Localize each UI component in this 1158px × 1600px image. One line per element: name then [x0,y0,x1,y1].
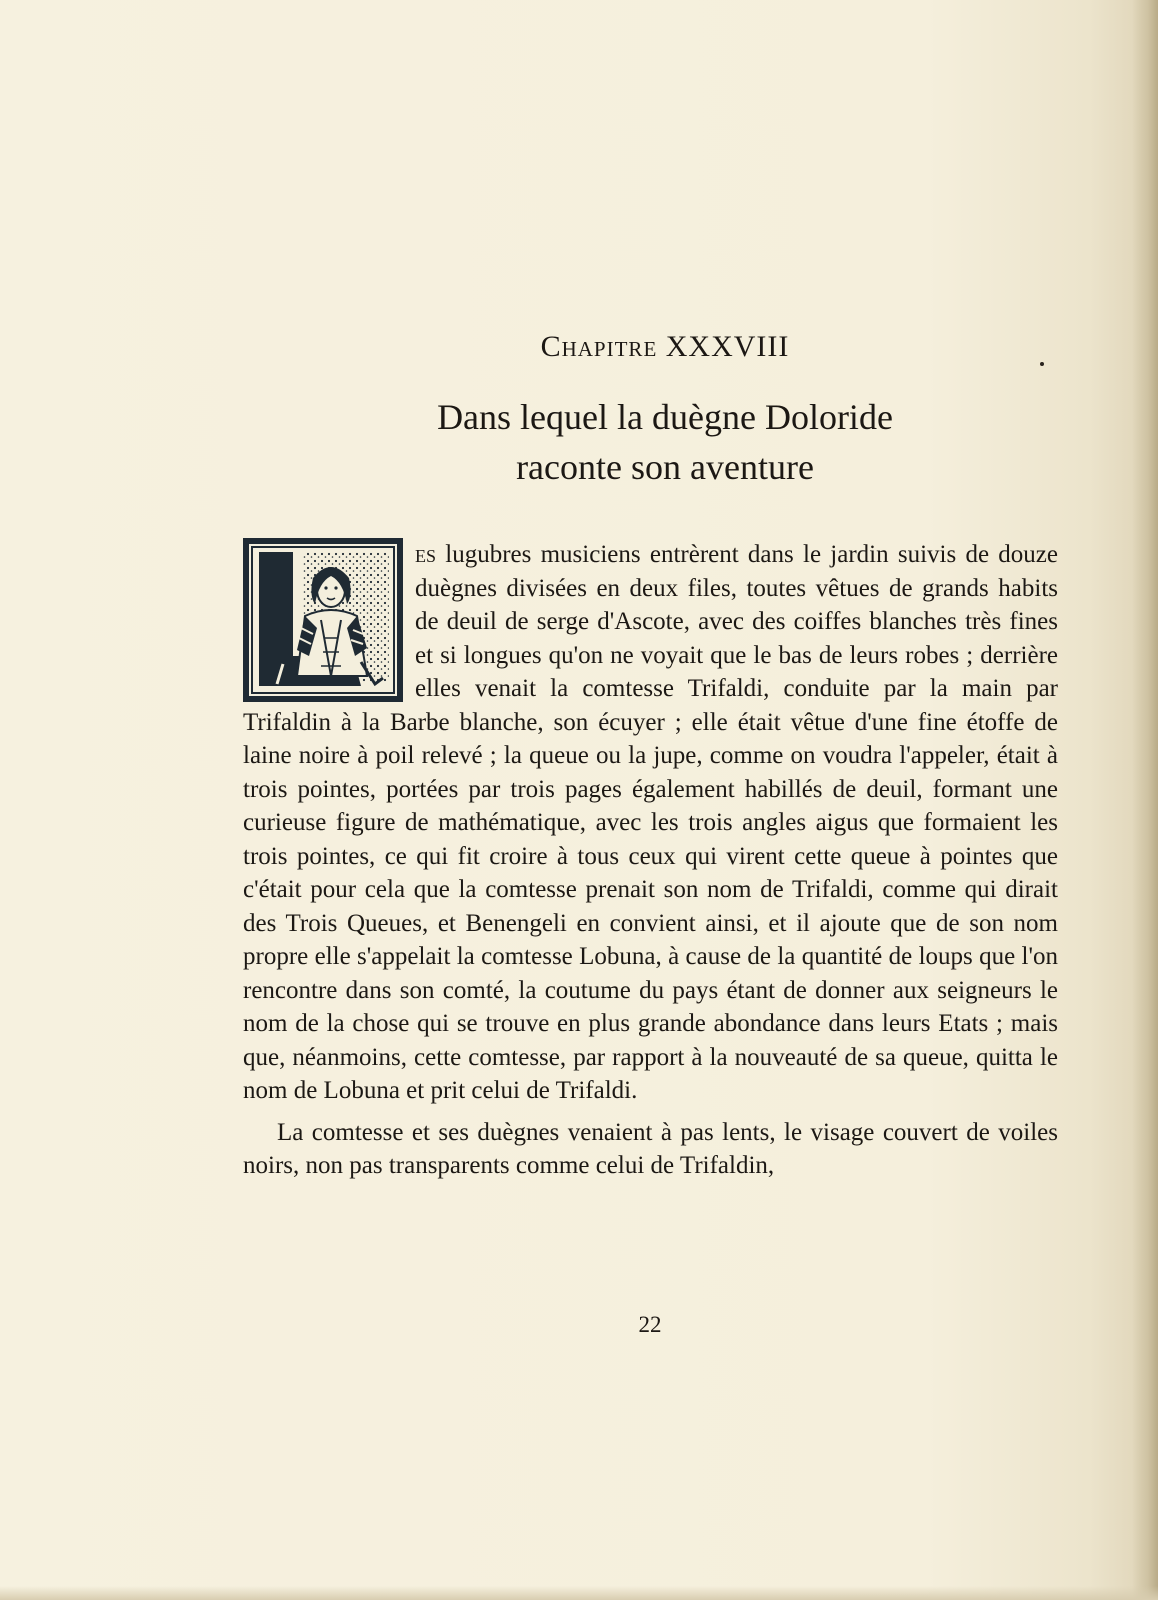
page-edge-shadow [1132,0,1158,1600]
chapter-title-line-2: raconte son aventure [516,447,814,487]
page-number: 22 [638,1312,662,1337]
chapter-title-line-1: Dans lequel la duègne Doloride [437,397,893,437]
chapter-label: Chapitre XXXVIII [540,330,790,363]
page-bottom-edge [0,1586,1158,1600]
ink-speck [1040,362,1044,366]
paragraph-1-text: lugubres musiciens entrèrent dans le jardin suivis de douze duègnes divisées en deux files, toutes vêtues de grands habits de deuil de serge d'Ascote, avec des coiffes blanches très fines et si longues qu'on ne voyait que le bas de leurs robes ; derrière elles venait la comtesse Trifaldi, conduite par la main par Trifaldin à la Barbe blanche, son écuyer ; elle était vêtue d'une fine étoffe de laine noire à poil relevé ; la queue ou la jupe, comme on voudra l'appeler, était à trois pointes, portées par trois pages également habillés de deuil, formant une curieuse figure de mathématique, avec les trois angles aigus que formaient les trois pointes, ce qui fit croire à tous ceux qui virent cette queue à pointes que c'était pour cela que la comtesse prenait son nom de Trifaldi, comme qui dirait des Trois Queues, et Benengeli en convient ainsi, et il ajoute que de son nom propre elle s'appelait la comtesse Lobuna, à cause de la quantité de loups que l'on rencontre dans son comté, la coutume du pays étant de donner aux seigneurs le nom de la chose qui se trouve en plus grande abondance dans leurs Etats ; mais que, néanmoins, cette comtesse, par rapport à la nouveauté de sa queue, quitta le nom de Lobuna et prit celui de Trifaldi. [243,541,1058,1104]
first-word: es [415,541,437,568]
paragraph-2: La comtesse et ses duègnes venaient à pas lents, le visage couvert de voiles noirs, non pas transparents comme celui de Trifaldin, [243,1118,1058,1179]
dropcap [243,538,403,702]
woman-portrait-icon [243,538,403,702]
chapter-title [0,392,1158,492]
paragraph-1 [243,538,1058,1108]
body-text [243,538,1058,1183]
